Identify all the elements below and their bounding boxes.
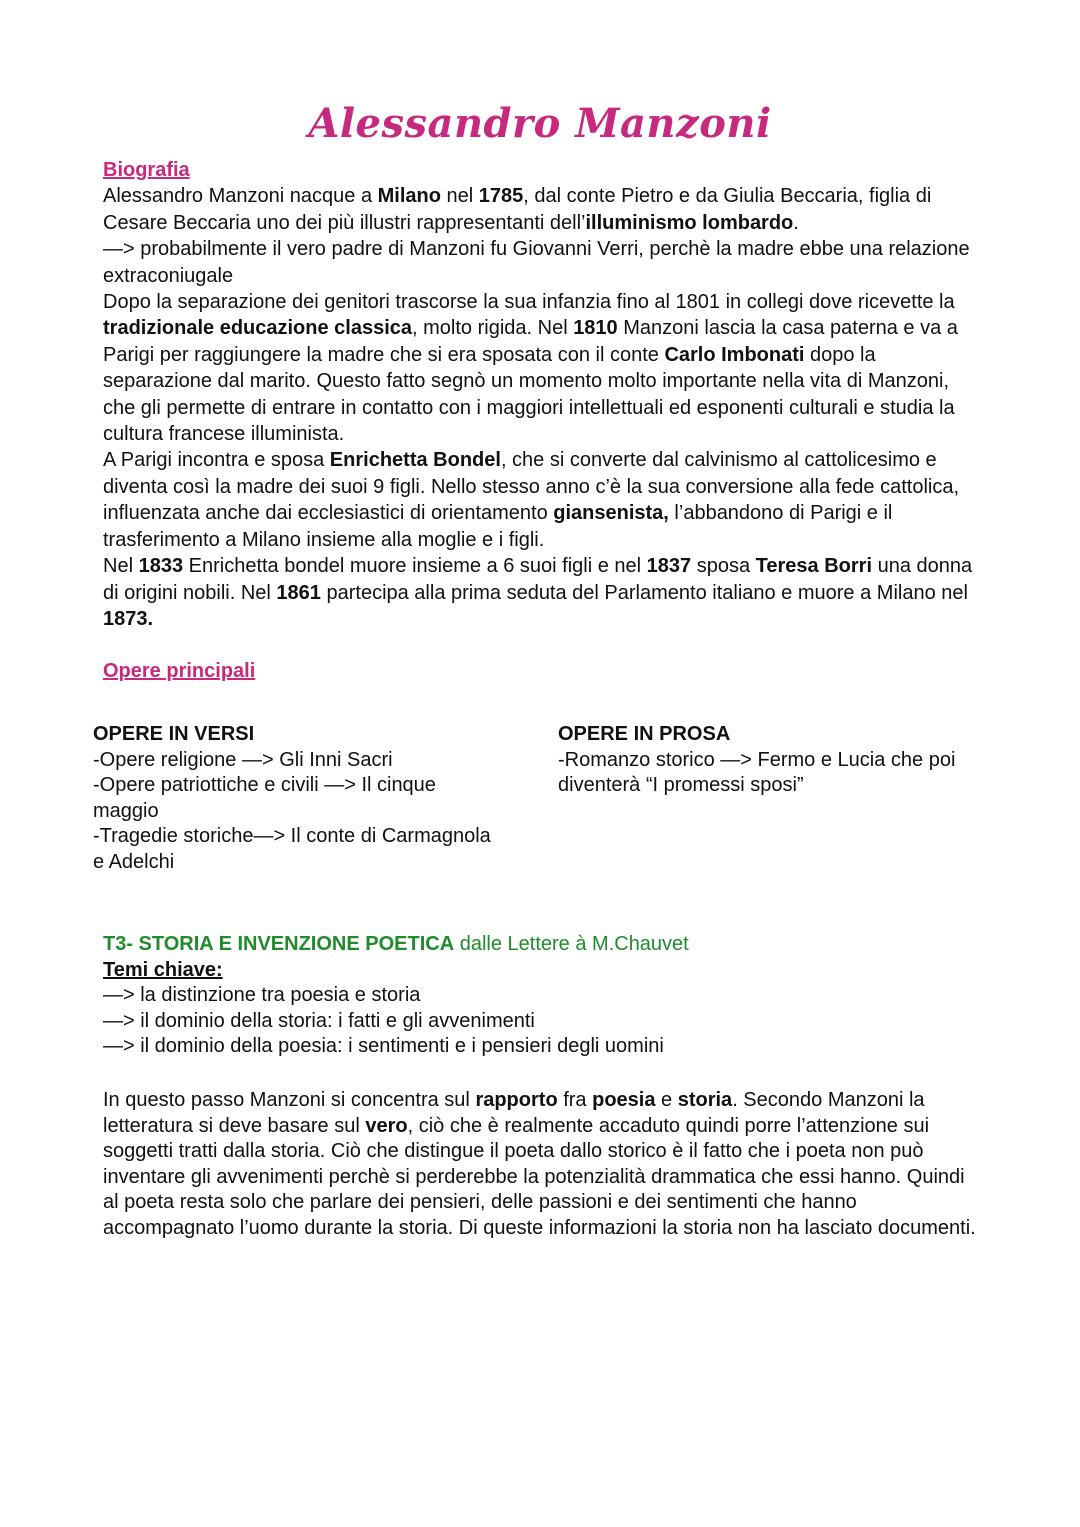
page-title: Alessandro Manzoni — [308, 100, 772, 147]
text-run: partecipa alla prima seduta del Parlamento italiano e muore a Milano nel — [320, 581, 968, 604]
opere-heading: Opere principali — [103, 660, 256, 682]
opere-prosa-column — [558, 722, 1008, 799]
text-run: . Secondo Manzoni la letteratura si deve basare sul — [103, 1089, 925, 1137]
text-run: . — [793, 211, 799, 234]
bold-text: Milano — [377, 185, 441, 208]
text-run: Alessandro Manzoni nacque a — [103, 185, 378, 208]
text-run: fra — [557, 1089, 593, 1111]
bold-text: 1873. — [103, 607, 154, 630]
bold-text: 1810 — [573, 317, 618, 340]
biografia-text — [103, 183, 983, 632]
opere-prosa-item: -Romanzo storico —> Fermo e Lucia che poi diventerà “I promessi sposi” — [558, 748, 956, 796]
text-run: —> probabilmente il vero padre di Manzoni fu Giovanni Verri, perchè la madre ebbe una relazione extraconiugale — [103, 238, 970, 287]
text-run: A Parigi incontra e sposa — [103, 449, 330, 472]
bold-text: poesia — [592, 1089, 656, 1111]
biografia-heading: Biografia — [103, 159, 190, 181]
opere-versi-title: OPERE IN VERSI — [93, 723, 255, 745]
bold-text: vero — [365, 1114, 408, 1137]
t3-title — [103, 932, 983, 958]
t3-title-bold: T3- STORIA E INVENZIONE POETICA — [103, 933, 455, 955]
bold-text: rapporto — [475, 1089, 558, 1111]
temi-item: —> la distinzione tra poesia e storia — [103, 984, 421, 1006]
text-run: , molto rigida. Nel — [412, 317, 574, 340]
text-run: Manzoni lascia la casa paterna e va a Parigi per raggiungere la madre che si era sposata con il conte — [103, 317, 958, 366]
t3-title-source: dalle Lettere à M.Chauvet — [454, 933, 689, 955]
bold-text: 1833 — [138, 555, 184, 578]
text-run: Dopo la separazione dei genitori trascorse la sua infanzia fino al 1801 in collegi dove ricevette la — [103, 291, 955, 314]
temi-item: —> il dominio della poesia: i sentimenti e i pensieri degli uomini — [103, 1035, 664, 1057]
bold-text: 1785 — [478, 185, 524, 208]
opere-versi-column — [93, 722, 493, 875]
text-run: una donna di origini nobili. Nel — [103, 555, 973, 604]
t3-section — [103, 932, 983, 1060]
text-run: dopo la separazione dal marito. Questo fatto segnò un momento molto importante nella vita di Manzoni, che gli permette di entrare in contatto con i maggiori intellettuali ed esponenti culturali e studia la cultura francese illuminista. — [103, 343, 955, 446]
bold-text: tradizionale educazione classica — [103, 317, 413, 340]
bold-text: 1837 — [646, 555, 692, 578]
bold-text: illuminismo lombardo — [585, 211, 794, 234]
temi-chiave-label: Temi chiave: — [103, 958, 223, 981]
bold-text: giansenista, — [553, 502, 669, 525]
bold-text: Enrichetta Bondel — [329, 449, 501, 472]
bold-text: storia — [677, 1089, 733, 1111]
text-run: e — [655, 1089, 678, 1111]
temi-item: —> il dominio della storia: i fatti e gli avvenimenti — [103, 1009, 535, 1032]
bold-text: Carlo Imbonati — [664, 343, 805, 366]
opere-prosa-title: OPERE IN PROSA — [558, 723, 731, 745]
text-run: Enrichetta bondel muore insieme a 6 suoi figli e nel — [183, 555, 647, 578]
text-run: sposa — [691, 555, 756, 578]
text-run: , ciò che è realmente accaduto quindi porre l’attenzione sui soggetti tratti dalla storia. Ciò che distingue il poeta dallo storico è il fatto che i poeta non può inventare gli avvenimenti perchè si perderebbe la potenzialità drammatica che essi hanno. Quindi al poeta resta solo che parlare dei pensieri, delle passioni e dei sentimenti che hanno accompagnato l’uomo durante la storia. Di queste informazioni la storia non ha lasciato documenti. — [103, 1114, 976, 1239]
bold-text: 1861 — [276, 581, 321, 604]
text-run: , che si converte dal calvinismo al cattolicesimo e diventa così la madre dei suoi 9 figli. Nello stesso anno c’è la sua conversione alla fede cattolica, influenzata anche dai ecclesiastici di orientamento — [103, 449, 960, 525]
text-run: l’abbandono di Parigi e il trasferimento a Milano insieme alla moglie e i figli. — [103, 502, 893, 551]
opere-versi-item: -Opere religione —> Gli Inni Sacri — [93, 748, 393, 771]
text-run: In questo passo Manzoni si concentra sul — [103, 1089, 476, 1111]
text-run: Nel — [103, 555, 139, 578]
bold-text: Teresa Borri — [755, 555, 873, 578]
text-run: , dal conte Pietro e da Giulia Beccaria, figlia di Cesare Beccaria uno dei più illustri rappresentanti dell’ — [103, 185, 932, 234]
opere-versi-item: -Opere patriottiche e civili —> Il cinque maggio — [93, 774, 436, 822]
biografia-section — [103, 157, 983, 632]
t3-paragraph — [103, 1088, 983, 1241]
text-run: nel — [440, 185, 479, 208]
opere-versi-item: -Tragedie storiche—> Il conte di Carmagnola e Adelchi — [93, 825, 491, 873]
